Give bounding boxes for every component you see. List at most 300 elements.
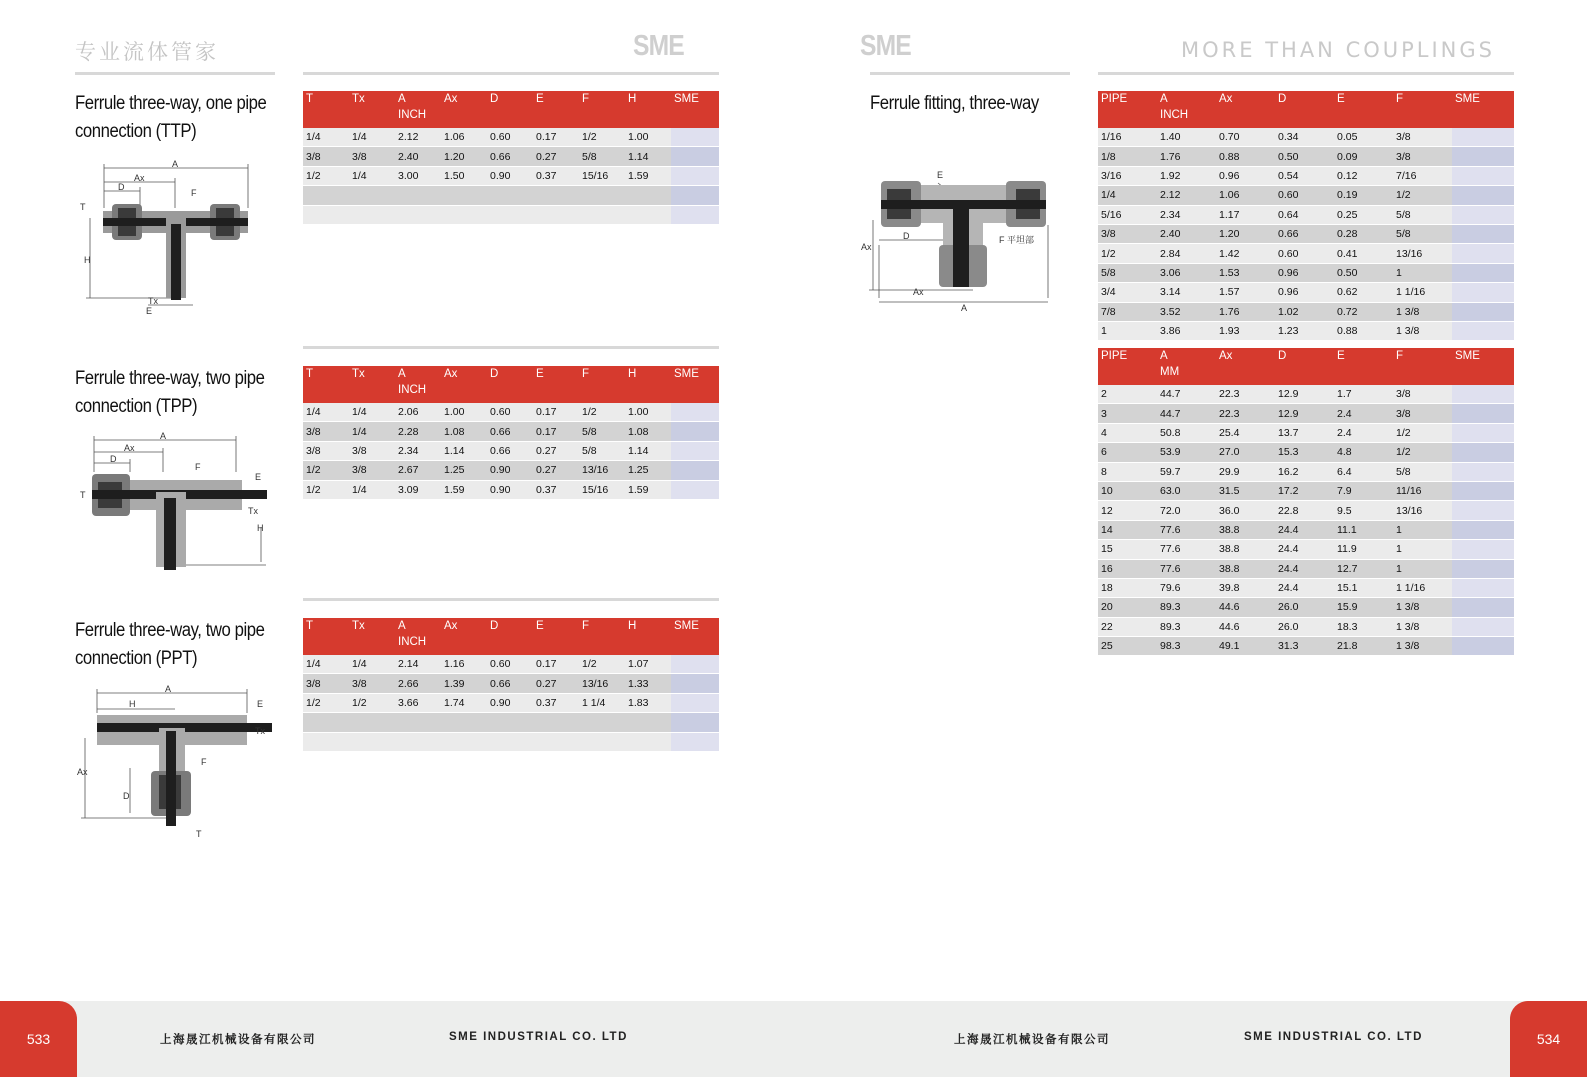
unit-label: INCH: [1160, 109, 1189, 121]
table-cell: 0.27: [533, 441, 579, 460]
table-cell: [671, 713, 719, 732]
table-cell: [1452, 481, 1514, 500]
table-cell: 0.54: [1275, 166, 1334, 185]
table-cell: 12.7: [1334, 559, 1393, 578]
column-header: SME: [671, 618, 719, 655]
dim-label: Ax: [124, 443, 135, 453]
table-cell: 1 3/8: [1393, 321, 1452, 340]
table-cell: 1 3/8: [1393, 637, 1452, 656]
table-cell: [487, 205, 533, 224]
table-cell: 1.23: [1275, 321, 1334, 340]
table-cell: 0.88: [1216, 147, 1275, 166]
table-cell: 13.7: [1275, 423, 1334, 442]
table-cell: 0.05: [1334, 128, 1393, 147]
page-number-right: 534: [1510, 1001, 1587, 1077]
table-cell: 2.12: [1157, 186, 1216, 205]
dim-label: Tx: [248, 506, 258, 516]
unit-label: INCH: [398, 384, 427, 396]
table-cell: 13/16: [579, 461, 625, 480]
table-cell: [671, 205, 719, 224]
table-cell: 26.0: [1275, 617, 1334, 636]
page-number-left: 533: [0, 1001, 77, 1077]
ppt-fitting-diagram: [75, 683, 275, 838]
table-cell: 18: [1098, 578, 1157, 597]
dim-label: A: [165, 684, 172, 694]
table-row: [303, 205, 719, 224]
table-row: [303, 186, 719, 205]
table-cell: 1.00: [441, 403, 487, 422]
table-cell: [1452, 302, 1514, 321]
table-cell: 0.19: [1334, 186, 1393, 205]
table-row: [1098, 186, 1514, 205]
table-cell: 21.8: [1334, 637, 1393, 656]
table-cell: 1/2: [349, 693, 395, 712]
dim-label: H: [84, 255, 91, 265]
table-cell: 1.57: [1216, 283, 1275, 302]
table-row: [303, 441, 719, 460]
table-cell: 1.93: [1216, 321, 1275, 340]
table-cell: [349, 732, 395, 751]
table-cell: 3.14: [1157, 283, 1216, 302]
table-cell: 0.96: [1275, 283, 1334, 302]
column-header: SME: [671, 91, 719, 128]
table-cell: 89.3: [1157, 617, 1216, 636]
table-cell: 50.8: [1157, 423, 1216, 442]
column-header: E: [533, 618, 579, 655]
table-cell: 0.27: [533, 461, 579, 480]
table-cell: 2.14: [395, 655, 441, 674]
table-cell: 0.90: [487, 480, 533, 499]
column-header: D: [1275, 348, 1334, 385]
table-cell: 2.84: [1157, 244, 1216, 263]
column-header: F: [579, 366, 625, 403]
table-cell: 14: [1098, 520, 1157, 539]
unit-label: INCH: [398, 109, 427, 121]
table-cell: 77.6: [1157, 540, 1216, 559]
dim-label: Ax: [77, 767, 88, 777]
table-cell: 0.60: [487, 128, 533, 147]
table-cell: 0.17: [533, 128, 579, 147]
table-cell: 1/2: [303, 166, 349, 185]
table-cell: 1.07: [625, 655, 671, 674]
table-cell: 1 3/8: [1393, 598, 1452, 617]
table-row: [1098, 617, 1514, 636]
table-cell: 1/4: [349, 480, 395, 499]
column-header: A INCH: [395, 91, 441, 128]
table-cell: 1.06: [1216, 186, 1275, 205]
table-cell: 0.37: [533, 480, 579, 499]
table-cell: 3/4: [1098, 283, 1157, 302]
table-cell: 29.9: [1216, 462, 1275, 481]
table-cell: 2.40: [1157, 224, 1216, 243]
table-cell: 1/4: [349, 422, 395, 441]
table-header-row: [303, 618, 719, 655]
column-header: H: [625, 91, 671, 128]
table-cell: 0.66: [487, 147, 533, 166]
table-cell: [349, 186, 395, 205]
table-cell: 0.88: [1334, 321, 1393, 340]
table-cell: 3.66: [395, 693, 441, 712]
column-header: D: [487, 366, 533, 403]
table-cell: [395, 732, 441, 751]
table-cell: 3/16: [1098, 166, 1157, 185]
table-cell: 12: [1098, 501, 1157, 520]
table-cell: [1452, 443, 1514, 462]
table-row: [1098, 147, 1514, 166]
table-cell: 11.9: [1334, 540, 1393, 559]
table-cell: [1452, 186, 1514, 205]
table-cell: 7.9: [1334, 481, 1393, 500]
table-cell: 0.60: [487, 655, 533, 674]
table-cell: 3.09: [395, 480, 441, 499]
table-cell: 1/4: [1098, 186, 1157, 205]
table-cell: [579, 186, 625, 205]
table-row: [1098, 224, 1514, 243]
table-cell: [1452, 462, 1514, 481]
table-cell: 0.37: [533, 166, 579, 185]
table-cell: 1/2: [303, 480, 349, 499]
table-cell: 24.4: [1275, 540, 1334, 559]
dim-label: D: [123, 791, 130, 801]
table-cell: [625, 713, 671, 732]
table-cell: 1/2: [1393, 186, 1452, 205]
sme-logo-left: SME: [633, 30, 684, 62]
table-cell: 5/8: [1393, 462, 1452, 481]
table-cell: 1.76: [1157, 147, 1216, 166]
footer-company-cn: 上海晟江机械设备有限公司: [160, 1034, 316, 1046]
dim-label: T: [196, 829, 202, 839]
column-header: A INCH: [395, 366, 441, 403]
table-cell: 1/8: [1098, 147, 1157, 166]
table-cell: 3/8: [1393, 147, 1452, 166]
table-cell: 27.0: [1216, 443, 1275, 462]
table-cell: 1.53: [1216, 263, 1275, 282]
table-cell: 1.76: [1216, 302, 1275, 321]
table-cell: 1.14: [441, 441, 487, 460]
table-rule: [1098, 72, 1514, 75]
table-cell: 49.1: [1216, 637, 1275, 656]
table-cell: 5/8: [1393, 224, 1452, 243]
column-header: E: [533, 366, 579, 403]
table-cell: 79.6: [1157, 578, 1216, 597]
table-cell: [671, 732, 719, 751]
column-header: Ax: [1216, 91, 1275, 128]
table-cell: 1.17: [1216, 205, 1275, 224]
table-cell: [441, 205, 487, 224]
table-cell: 0.09: [1334, 147, 1393, 166]
column-header: E: [533, 91, 579, 128]
table-row: [303, 128, 719, 147]
table-cell: 1.08: [441, 422, 487, 441]
table-cell: [671, 655, 719, 674]
table-cell: [1452, 501, 1514, 520]
table-cell: 31.3: [1275, 637, 1334, 656]
table-row: [303, 674, 719, 693]
table-cell: [1452, 423, 1514, 442]
table-cell: [625, 732, 671, 751]
table-cell: 15.9: [1334, 598, 1393, 617]
table-cell: 12.9: [1275, 404, 1334, 423]
table-cell: 0.17: [533, 403, 579, 422]
table-cell: 1.74: [441, 693, 487, 712]
table-cell: 16: [1098, 559, 1157, 578]
table-cell: 15: [1098, 540, 1157, 559]
table-cell: 0.96: [1275, 263, 1334, 282]
table-rule: [303, 346, 719, 349]
column-header: PIPE: [1098, 91, 1157, 128]
table-cell: 38.8: [1216, 540, 1275, 559]
column-header: F: [1393, 91, 1452, 128]
column-header: Tx: [349, 91, 395, 128]
table-cell: [1452, 598, 1514, 617]
table-cell: 4: [1098, 423, 1157, 442]
dim-label: E: [937, 170, 944, 180]
table-cell: [1452, 147, 1514, 166]
table-cell: 1.02: [1275, 302, 1334, 321]
table-cell: 10: [1098, 481, 1157, 500]
dim-label: D: [118, 182, 125, 192]
table-cell: 1/4: [349, 403, 395, 422]
table-cell: 0.34: [1275, 128, 1334, 147]
spec-table-mm: [1098, 348, 1514, 656]
table-cell: 0.62: [1334, 283, 1393, 302]
table-cell: 22.3: [1216, 404, 1275, 423]
table-cell: [303, 732, 349, 751]
table-row: [1098, 481, 1514, 500]
ttp-fitting-diagram: [78, 158, 263, 323]
table-cell: [671, 422, 719, 441]
table-cell: 6: [1098, 443, 1157, 462]
table-cell: 3: [1098, 404, 1157, 423]
column-header: Ax: [1216, 348, 1275, 385]
table-cell: 0.90: [487, 166, 533, 185]
table-cell: [303, 713, 349, 732]
table-cell: 13/16: [1393, 501, 1452, 520]
table-row: [303, 166, 719, 185]
table-header-row: [1098, 348, 1514, 385]
column-header: A INCH: [395, 618, 441, 655]
table-row: [303, 655, 719, 674]
table-cell: 0.17: [533, 422, 579, 441]
spec-table-inch: [1098, 91, 1514, 341]
table-cell: [671, 403, 719, 422]
table-cell: 0.25: [1334, 205, 1393, 224]
dim-label: H: [129, 699, 136, 709]
table-cell: 1.16: [441, 655, 487, 674]
spec-table-tpp: [303, 366, 719, 500]
table-cell: 3.52: [1157, 302, 1216, 321]
table-cell: 0.90: [487, 461, 533, 480]
table-cell: 13/16: [1393, 244, 1452, 263]
table-cell: 0.50: [1334, 263, 1393, 282]
table-cell: 3/8: [349, 461, 395, 480]
table-cell: 3/8: [349, 674, 395, 693]
table-cell: 1/2: [303, 693, 349, 712]
table-cell: [533, 186, 579, 205]
table-cell: 2.4: [1334, 404, 1393, 423]
table-row: [1098, 244, 1514, 263]
column-header: H: [625, 618, 671, 655]
table-cell: 3.86: [1157, 321, 1216, 340]
table-cell: 5/16: [1098, 205, 1157, 224]
header-tagline-en: MORE THAN COUPLINGS: [1181, 38, 1495, 62]
dim-label: Ax: [861, 242, 872, 252]
table-cell: [487, 186, 533, 205]
table-cell: 1.08: [625, 422, 671, 441]
footer-company-en: SME INDUSTRIAL CO. LTD: [1244, 1031, 1423, 1043]
table-rule: [303, 598, 719, 601]
table-cell: 1.25: [625, 461, 671, 480]
table-cell: 3/8: [1098, 224, 1157, 243]
table-cell: 39.8: [1216, 578, 1275, 597]
sme-logo-right: SME: [860, 30, 911, 62]
table-cell: [1452, 283, 1514, 302]
table-row: [1098, 205, 1514, 224]
table-cell: 3/8: [349, 147, 395, 166]
table-cell: 0.41: [1334, 244, 1393, 263]
column-header: SME: [671, 366, 719, 403]
table-cell: 4.8: [1334, 443, 1393, 462]
table-cell: [303, 205, 349, 224]
table-cell: [671, 147, 719, 166]
table-cell: 0.66: [487, 422, 533, 441]
table-cell: 3.00: [395, 166, 441, 185]
table-cell: 0.66: [487, 674, 533, 693]
table-cell: [303, 186, 349, 205]
column-header: A INCH: [1157, 91, 1216, 128]
dim-label: A: [172, 159, 179, 169]
table-cell: 3.06: [1157, 263, 1216, 282]
table-cell: 1.59: [625, 166, 671, 185]
table-cell: 63.0: [1157, 481, 1216, 500]
table-cell: [1452, 385, 1514, 404]
table-cell: [349, 205, 395, 224]
table-cell: 0.37: [533, 693, 579, 712]
table-cell: [625, 186, 671, 205]
spec-table-ttp: [303, 91, 719, 225]
spec-table-ppt: [303, 618, 719, 752]
table-cell: [533, 732, 579, 751]
table-cell: [395, 713, 441, 732]
table-cell: 1.50: [441, 166, 487, 185]
table-cell: [671, 480, 719, 499]
table-cell: 1: [1393, 263, 1452, 282]
table-cell: 7/8: [1098, 302, 1157, 321]
dim-label: Ax: [134, 173, 145, 183]
table-cell: 0.12: [1334, 166, 1393, 185]
table-cell: 1.92: [1157, 166, 1216, 185]
table-cell: [671, 693, 719, 712]
table-header-row: [303, 366, 719, 403]
table-cell: 3/8: [303, 147, 349, 166]
table-cell: 59.7: [1157, 462, 1216, 481]
table-cell: 15.1: [1334, 578, 1393, 597]
table-cell: 15.3: [1275, 443, 1334, 462]
table-cell: 25: [1098, 637, 1157, 656]
table-cell: 1 3/8: [1393, 617, 1452, 636]
title-rule: [870, 72, 1070, 75]
table-cell: 1/2: [303, 461, 349, 480]
footer-company-cn: 上海晟江机械设备有限公司: [954, 1034, 1110, 1046]
table-rule: [303, 72, 719, 75]
dim-label: D: [903, 231, 910, 241]
table-cell: 72.0: [1157, 501, 1216, 520]
table-cell: 0.50: [1275, 147, 1334, 166]
table-row: [1098, 283, 1514, 302]
table-cell: 2.34: [395, 441, 441, 460]
table-cell: 1/4: [349, 655, 395, 674]
table-cell: 11/16: [1393, 481, 1452, 500]
table-cell: 77.6: [1157, 520, 1216, 539]
dim-label: E: [257, 699, 264, 709]
column-header: T: [303, 91, 349, 128]
table-cell: 1/4: [349, 166, 395, 185]
table-cell: 1/2: [579, 655, 625, 674]
table-cell: [1452, 559, 1514, 578]
dim-label: A: [961, 303, 968, 313]
table-cell: 0.28: [1334, 224, 1393, 243]
table-cell: 15/16: [579, 166, 625, 185]
section-title-tpp: Ferrule three-way, two pipe connection (TPP): [75, 368, 265, 417]
table-row: [1098, 263, 1514, 282]
table-cell: 8: [1098, 462, 1157, 481]
table-cell: [441, 713, 487, 732]
column-header: SME: [1452, 91, 1514, 128]
table-cell: 38.8: [1216, 520, 1275, 539]
table-cell: 1/4: [303, 655, 349, 674]
table-cell: 12.9: [1275, 385, 1334, 404]
table-cell: 1.33: [625, 674, 671, 693]
dim-label: Tx: [148, 296, 158, 306]
table-cell: 1 1/16: [1393, 283, 1452, 302]
column-header: Tx: [349, 366, 395, 403]
section-title-ttp: Ferrule three-way, one pipe connection (TTP): [75, 93, 267, 142]
dim-label: T: [80, 202, 86, 212]
column-header: T: [303, 366, 349, 403]
header-tagline-cn: 专业流体管家: [75, 40, 219, 64]
table-cell: [579, 732, 625, 751]
table-row: [1098, 520, 1514, 539]
table-cell: [671, 128, 719, 147]
table-cell: 1.20: [1216, 224, 1275, 243]
table-row: [1098, 559, 1514, 578]
table-cell: 1/2: [1393, 423, 1452, 442]
table-cell: 44.6: [1216, 617, 1275, 636]
table-cell: [487, 713, 533, 732]
table-cell: 1/4: [303, 403, 349, 422]
table-cell: [671, 441, 719, 460]
dim-label: Ax: [913, 287, 924, 297]
title-rule: [75, 72, 275, 75]
table-cell: [1452, 578, 1514, 597]
column-header: Ax: [441, 618, 487, 655]
dim-label: F: [191, 188, 197, 198]
table-cell: 1.14: [625, 147, 671, 166]
table-cell: 2.4: [1334, 423, 1393, 442]
dim-label: F: [195, 462, 201, 472]
table-cell: 36.0: [1216, 501, 1275, 520]
table-cell: 0.72: [1334, 302, 1393, 321]
table-cell: 1: [1393, 540, 1452, 559]
column-header: F: [1393, 348, 1452, 385]
table-cell: 1.40: [1157, 128, 1216, 147]
table-cell: 0.66: [1275, 224, 1334, 243]
column-header: A MM: [1157, 348, 1216, 385]
table-cell: 38.8: [1216, 559, 1275, 578]
table-cell: 1: [1393, 520, 1452, 539]
column-header: D: [487, 91, 533, 128]
table-cell: 44.7: [1157, 385, 1216, 404]
